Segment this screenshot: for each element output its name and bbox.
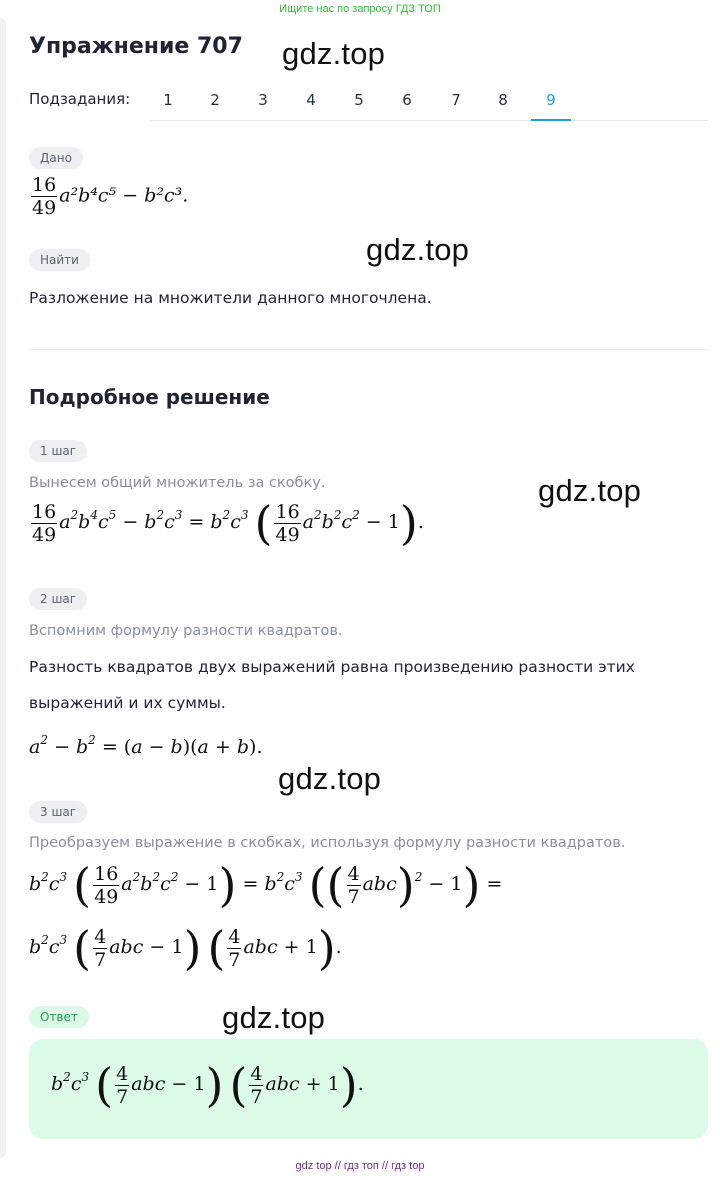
watermark: gdz.top [282, 36, 386, 71]
fraction-denominator: 49 [32, 197, 57, 219]
subtask-tab-2[interactable]: 2 [210, 91, 220, 109]
given-badge: Дано [29, 147, 83, 169]
step-3-formula-line-2: $b^2c^3$ ( $\frac{4}{7}$ abc − 1) ( $\frac{4}{7}$ abc + 1). [29, 921, 342, 975]
find-text: Разложение на множители данного многочлена. [29, 289, 432, 307]
section-divider [29, 349, 708, 350]
subtask-tab-7[interactable]: 7 [451, 91, 461, 109]
step-3-badge: 3 шаг [29, 801, 87, 823]
given-expression-rest: a²b⁴c⁵ − b²c³. [59, 184, 189, 207]
fraction-numerator: 16 [32, 174, 57, 196]
solution-title: Подробное решение [29, 385, 270, 409]
subtask-tab-9[interactable]: 9 [531, 88, 571, 121]
step-3-hint: Преобразуем выражение в скобках, используя формулу разности квадратов. [29, 835, 626, 851]
subtasks-divider [150, 120, 708, 121]
step-3-formula-line-1: $b^2c^3$ ( $\frac{16}{49}$ $a^2b^2c^2 - 1) = b^2c^3$ (( $\frac{4}{7}$ abc)$^2$ − 1) = [29, 858, 503, 912]
step-2-badge: 2 шаг [29, 588, 87, 610]
subtask-tab-1[interactable]: 1 [163, 91, 173, 109]
step-2-text-line-2: выражений и их суммы. [29, 694, 226, 712]
step-2-hint: Вспомним формулу разности квадратов. [29, 623, 343, 639]
answer-formula: $b^2c^3$ ( $\frac{4}{7}$ abc − 1) ( $\frac{4}{7}$ abc + 1). [51, 1058, 364, 1112]
step-1-formula: $\frac{16}{49}$ $a^2b^4c^5 - b^2c^3 = b^2c^3$ ( $\frac{16}{49}$ $a^2b^2c^2 - 1$). [32, 496, 424, 550]
answer-badge: Ответ [29, 1006, 89, 1028]
footer-links[interactable]: gdz top // гдз топ // гдз top [295, 1160, 425, 1172]
subtask-tab-3[interactable]: 3 [258, 91, 268, 109]
subtask-tab-6[interactable]: 6 [402, 91, 412, 109]
watermark: gdz.top [366, 232, 470, 267]
watermark: gdz.top [538, 473, 642, 508]
subtask-tab-8[interactable]: 8 [498, 91, 508, 109]
step-1-hint: Вынесем общий множитель за скобку. [29, 475, 326, 491]
watermark: gdz.top [222, 1000, 326, 1035]
page-title: Упражнение 707 [29, 34, 243, 59]
left-edge-bar [0, 18, 6, 1158]
subtask-tab-5[interactable]: 5 [354, 91, 364, 109]
subtask-tab-4[interactable]: 4 [306, 91, 316, 109]
step-2-formula: $a^2 - b^2 = (a - b)(a + b)$. [29, 733, 263, 758]
top-banner[interactable]: Ищите нас по запросу ГДЗ ТОП [279, 3, 441, 15]
step-2-text-line-1: Разность квадратов двух выражений равна произведению разности этих [29, 658, 635, 676]
watermark: gdz.top [278, 761, 382, 796]
step-1-badge: 1 шаг [29, 440, 87, 462]
find-badge: Найти [29, 249, 90, 271]
subtasks-label: Подзадания: [29, 90, 131, 108]
given-expression [29, 174, 188, 219]
